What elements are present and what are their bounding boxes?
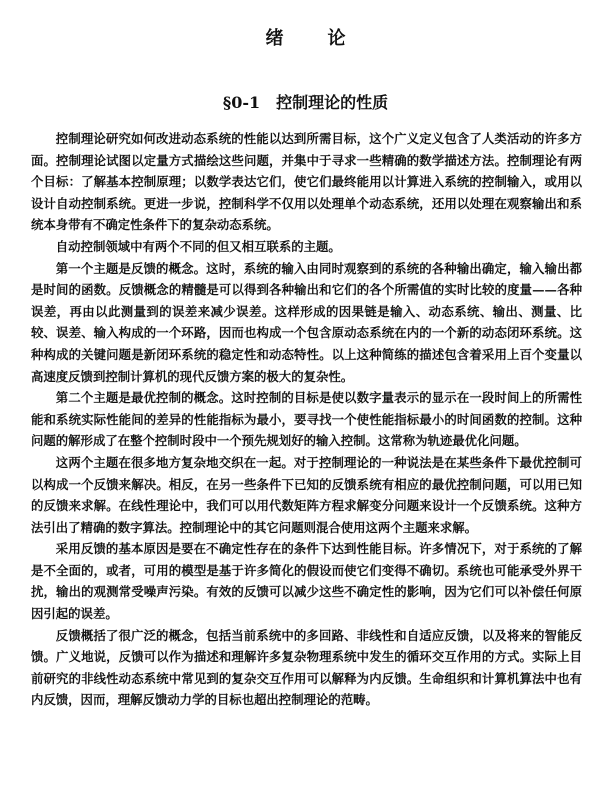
- paragraph: 控制理论研究如何改进动态系统的性能以达到所需目标，这个广义定义包含了人类活动的许多方面。控制理论试图以定量方式描绘这些问题，并集中于寻求一些精确的数学描述方法。控制理论有两个目标：了解基本控制原理；以数学表达它们，使它们最终能用以计算进入系统的控制输入，或用以设计自动控制系统。更进一步说，控制科学不仅用以处理单个动态系统，还用以处理在观察输出和系统本身带有不确定性条件下的复杂动态系统。: [31, 131, 582, 233]
- paragraph: 这两个主题在很多地方复杂地交织在一起。对于控制理论的一种说法是在某些条件下最优控制可以构成一个反馈来解决。相反，在另一些条件下已知的反馈系统有相应的最优控制问题，可以用已知的反馈来求解。在线性理论中，我们可以用代数矩阵方程求解变分问题来设计一个反馈系统。这种方法引出了精确的数字算法。控制理论中的其它问题则混合使用这两个主题来求解。: [31, 454, 582, 535]
- body-text: [31, 128, 582, 711]
- paragraph: 第二个主题是最优控制的概念。这时控制的目标是使以数字量表示的显示在一段时间上的所需性能和系统实际性能间的差异的性能指标为最小，要寻找一个使性能指标最小的时间函数的控制。这种问题的解形成了在整个控制时段中一个预先规划好的输入控制。这常称为轨迹最优化问题。: [31, 390, 582, 449]
- paragraph: 反馈概括了很广泛的概念，包括当前系统中的多回路、非线性和自适应反馈，以及将来的智能反馈。广义地说，反馈可以作为描述和理解许多复杂物理系统中发生的循环交互作用的方式。实际上目前研究的非线性动态系统中常见到的复杂交互作用可以解释为内反馈。生命组织和计算机算法中也有内反馈，因而，理解反馈动力学的目标也超出控制理论的范畴。: [31, 627, 582, 708]
- section-title: 控制理论的性质: [276, 93, 389, 112]
- section-heading: [0, 90, 611, 113]
- paragraph: 自动控制领域中有两个不同的但又相互联系的主题。: [55, 238, 341, 254]
- chapter-title-right: 论: [327, 28, 346, 49]
- chapter-title-left: 绪: [265, 28, 284, 49]
- paragraph: 采用反馈的基本原因是要在不确定性存在的条件下达到性能目标。许多情况下，对于系统的了解是不全面的，或者，可用的模型是基于许多简化的假设而使它们变得不确切。系统也可能承受外界干扰，输出的观测常受噪声污染。有效的反馈可以减少这些不确定性的影响，因为它们可以补偿任何原因引起的误差。: [31, 541, 582, 622]
- paragraph: 第一个主题是反馈的概念。这时，系统的输入由同时观察到的系统的各种输出确定，输入输出都是时间的函数。反馈概念的精髓是可以得到各种输出和它们的各个所需值的实时比较的度量——各种误差，再由以此测量到的误差来减少误差。这样形成的因果链是输入、动态系统、输出、测量、比较、误差、输入构成的一个环路，因而也构成一个包含原动态系统在内的一个新的动态闭环系统。这种构成的关键问题是新闭环系统的稳定性和动态特性。以上这种简练的描述包含着采用上百个变量以高速度反馈到控制计算机的现代反馈方案的极大的复杂性。: [31, 260, 582, 384]
- section-number: §0-1: [222, 93, 261, 112]
- chapter-title: [0, 24, 611, 50]
